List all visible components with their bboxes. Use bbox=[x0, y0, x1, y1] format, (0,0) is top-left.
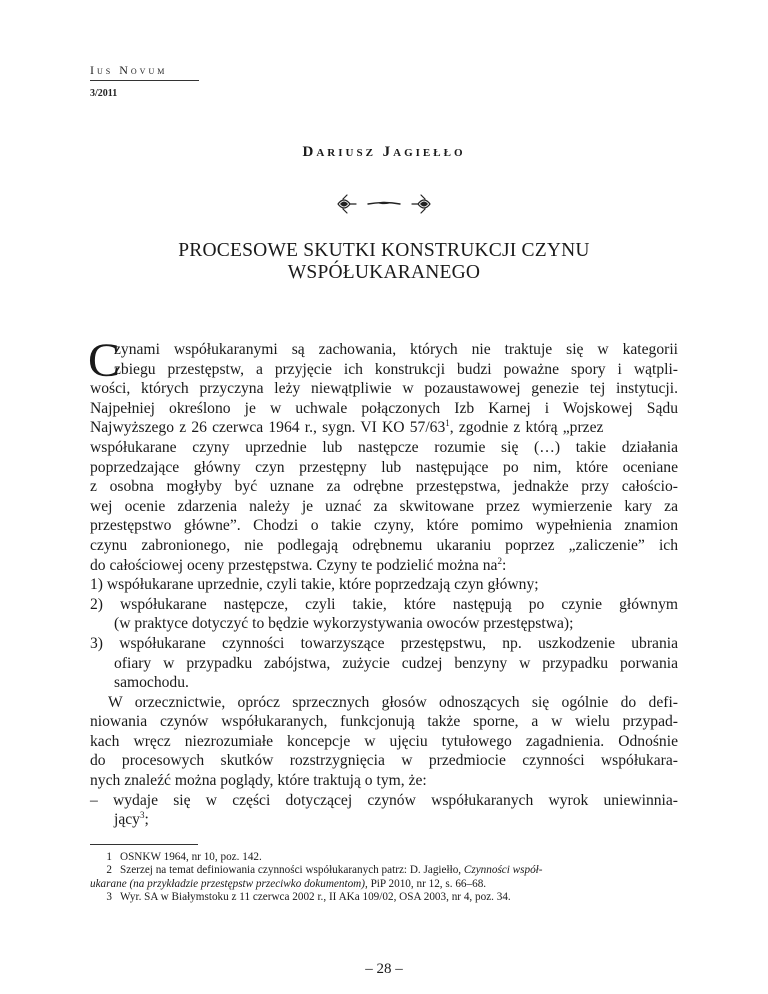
footnote-rule bbox=[90, 844, 198, 845]
footnote-text: OSNKW 1964, nr 10, poz. 142. bbox=[120, 851, 262, 863]
text-line: nych znaleźć można poglądy, które traktują o tym, że: bbox=[90, 772, 427, 790]
dash-list-item-continuation bbox=[90, 810, 678, 830]
text-segment: Najwyższego z 26 czerwca 1964 r., sygn. VI KO 57/63 bbox=[90, 419, 446, 437]
text-line bbox=[90, 418, 678, 438]
author-name: Dariusz Jagiełło bbox=[302, 144, 466, 160]
text-line: do procesowych skutków rozstrzygnięcia w przedmiocie czynności współukara- bbox=[90, 752, 678, 770]
list-item-continuation: ofiary w przypadku zabójstwa, zużycie cudzej benzyny w przypadku porwania bbox=[114, 654, 678, 672]
text-line: poprzedzające główny czyn przestępny lub następujące po nim, które oceniane bbox=[90, 458, 678, 476]
issue-number: 3/2011 bbox=[90, 88, 118, 99]
text-segment: ; bbox=[144, 811, 149, 829]
text-line: zbiegu przestępstw, a przyjęcie ich konstrukcji budzi poważne spory i wątpli- bbox=[114, 360, 678, 378]
text-line: W orzecznictwie, oprócz sprzecznych głosów odnoszących się ogólnie do defi- bbox=[108, 693, 678, 711]
drop-cap: C bbox=[88, 334, 121, 387]
journal-name: Ius Novum bbox=[90, 63, 168, 77]
text-line: przestępstwo główne”. Chodzi o takie czyny, które pomimo wypełnienia znamion bbox=[90, 517, 678, 535]
text-line: Najpełniej określono je w uchwale połączonych Izb Karnej i Wojskowej Sądu bbox=[90, 399, 678, 417]
page-number: – 28 – bbox=[365, 961, 403, 977]
text-line bbox=[90, 556, 678, 576]
footnote-number: 1 bbox=[106, 851, 112, 863]
footnote-number: 2 bbox=[106, 864, 112, 877]
list-item-continuation: samochodu. bbox=[114, 674, 189, 692]
footnote-number: 3 bbox=[106, 891, 112, 904]
text-line: niowania czynów współukaranych, funkcjonują także sporne, a w wielu przypad- bbox=[90, 713, 678, 731]
fleuron-ornament-icon bbox=[334, 193, 434, 215]
title-line-1: PROCESOWE SKUTKI KONSTRUKCJI CZYNU bbox=[178, 240, 590, 261]
list-item: 1) współukarane uprzednie, czyli takie, które poprzedzają czyn główny; bbox=[90, 576, 539, 594]
article-body bbox=[88, 334, 678, 830]
text-line: wej ocenie zdarzenia należy je uznać za skwitowane przez wymierzenie kary za bbox=[90, 497, 678, 515]
footnote-citation-title: ukarane (na przykładzie przestępstw przeciwko dokumentom) bbox=[90, 877, 365, 890]
footnote-ref: 1 bbox=[445, 418, 450, 429]
text-segment: , zgodnie z którą „przez bbox=[449, 419, 604, 437]
footnote-citation-title: Czynności współ- bbox=[463, 864, 543, 877]
footnote-ref: 2 bbox=[497, 555, 502, 566]
title-line-2: WSPÓŁUKARANEGO bbox=[287, 262, 481, 283]
text-segment: do całościowej oceny przestępstwa. Czyny te podzielić można na bbox=[90, 556, 498, 574]
list-item: 2) współukarane następcze, czyli takie, które następują po czynie głównym bbox=[90, 595, 678, 613]
footnote-1 bbox=[90, 851, 678, 864]
text-line: kach wręcz niezrozumiałe koncepcje w ujęciu tytułowego zagadnienia. Odnośnie bbox=[90, 732, 678, 750]
footnote-text: Wyr. SA w Białymstoku z 11 czerwca 2002 r., II AKa 109/02, OSA 2003, nr 4, poz. 34. bbox=[120, 891, 511, 904]
article-title bbox=[90, 240, 678, 284]
text-segment: : bbox=[501, 556, 507, 574]
footnote-ref: 3 bbox=[139, 810, 145, 821]
footnote-2 bbox=[90, 864, 678, 877]
text-line: zynami współukaranymi są zachowania, których nie traktuje się w kategorii bbox=[114, 341, 678, 358]
list-item: 3) współukarane czynności towarzyszące przestępstwu, np. uszkodzenie ubrania bbox=[90, 634, 678, 652]
footnote-2-continuation bbox=[90, 878, 678, 891]
dash-list-item: – wydaje się w części dotyczącej czynów współukaranych wyrok uniewinnia- bbox=[90, 791, 678, 809]
footnote-text: , PiP 2010, nr 12, s. 66–68. bbox=[364, 877, 487, 890]
text-line: z osobna mogłyby być uznane za odrębne przestępstwa, jednakże przy całościo- bbox=[90, 478, 678, 496]
footnote-3 bbox=[90, 891, 678, 904]
text-line: współukarane czyny uprzednie lub następcze rozumie się (…) takie działania bbox=[90, 438, 678, 456]
list-item-continuation: (w praktyce dotyczyć to będzie wykorzystywania owoców przestępstwa); bbox=[114, 615, 574, 633]
text-line: czynu zabronionego, nie podlegają odrębnemu ukaraniu poprzez „zaliczenie” ich bbox=[90, 536, 678, 554]
text-line: wości, których przyczyna leży niewątpliwie w pozaustawowej genezie tej instytucji. bbox=[90, 380, 678, 398]
footnotes bbox=[90, 851, 678, 905]
header-rule bbox=[90, 80, 199, 81]
text-segment: jący bbox=[114, 811, 140, 829]
footnote-text: Szerzej na temat definiowania czynności współukaranych patrz: D. Jagiełło, bbox=[120, 864, 462, 877]
